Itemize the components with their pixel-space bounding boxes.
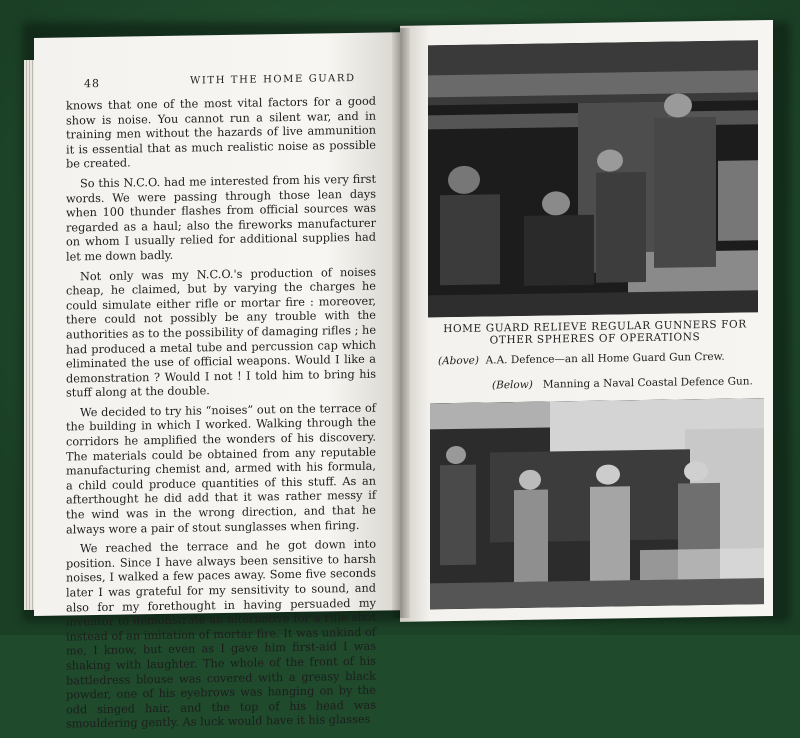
caption-below-label: (Below) xyxy=(492,378,533,392)
caption-above-text: A.A. Defence—an all Home Guard Gun Crew. xyxy=(485,350,725,367)
caption-above xyxy=(438,351,725,368)
caption-above-label: (Above) xyxy=(438,354,479,368)
page-number: 48 xyxy=(84,76,100,91)
running-title: WITH THE HOME GUARD xyxy=(190,72,356,87)
caption-below xyxy=(492,375,753,391)
body-text xyxy=(66,95,376,738)
paragraph: So this N.C.O. had me interested from his very first words. We were passing through those lean days when 100 thunder flashes from official sources was regarded as a haul; also the fireworks manufacturer on whom I usually relied for additional supplies had let me down badly. xyxy=(66,172,376,264)
paragraph: We reached the terrace and he got down into position. Since I have always been sensitive to harsh noises, I walked a few paces away. Some five seconds later I was grateful for my sensitivity to sound, and also for my forethought in having persuaded my inventor to demonstrate an alternative for a rifle shot instead of an imitation of mortar fire. It was unkind of me, I know, but even as I gave him first-aid I was shaking with laughter. The whole of the front of his battledress blouse was covered with a greasy black powder, one of his eyebrows was hanging on by the odd singed hair, and the top of his head was smouldering gently. As luck would have it his glasses xyxy=(66,537,376,731)
caption-title: HOME GUARD RELIEVE REGULAR GUNNERS FOR OTHER SPHERES OF OPERATIONS xyxy=(443,318,747,347)
paragraph: We decided to try his “noises” out on the terrace of the building in which I worked. Walking through the corridors he amplified the wonders of his discovery. The materials could be obtained from any reputable manufacturing chemist and, armed with his formula, a child could produce quantities of this stuff. As an afterthought he did add that it was rather messy if the wind was in the wrong direction, and that he always wore a pair of stout sunglasses when firing. xyxy=(66,401,376,537)
right-page xyxy=(400,20,773,622)
book-gutter xyxy=(392,28,410,618)
paragraph: knows that one of the most vital factors for a good show is noise. You cannot run a silent war, and in training men without the hazards of live ammunition it is essential that as much realistic noise as possible be created. xyxy=(66,94,376,171)
paragraph: Not only was my N.C.O.'s production of noises cheap, he claimed, but by varying the charges he could simulate either rifle or mortar fire : moreover, there could not possibly be any trouble with the authorities as to the possibility of damaging rifles ; he had produced a metal tube and percussion cap which eliminated the use of official weapons. Would I like a demonstration ? Would I not ! I told him to bring his stuff along at the double. xyxy=(66,265,376,400)
naval-coastal-gun-photo xyxy=(430,398,764,609)
left-page xyxy=(34,32,400,731)
photo-illustration xyxy=(430,398,764,609)
caption-below-text: Manning a Naval Coastal Defence Gun. xyxy=(542,375,753,391)
photo-illustration xyxy=(428,40,758,317)
page-header xyxy=(84,72,384,91)
anti-aircraft-gun-crew-photo xyxy=(428,40,758,317)
